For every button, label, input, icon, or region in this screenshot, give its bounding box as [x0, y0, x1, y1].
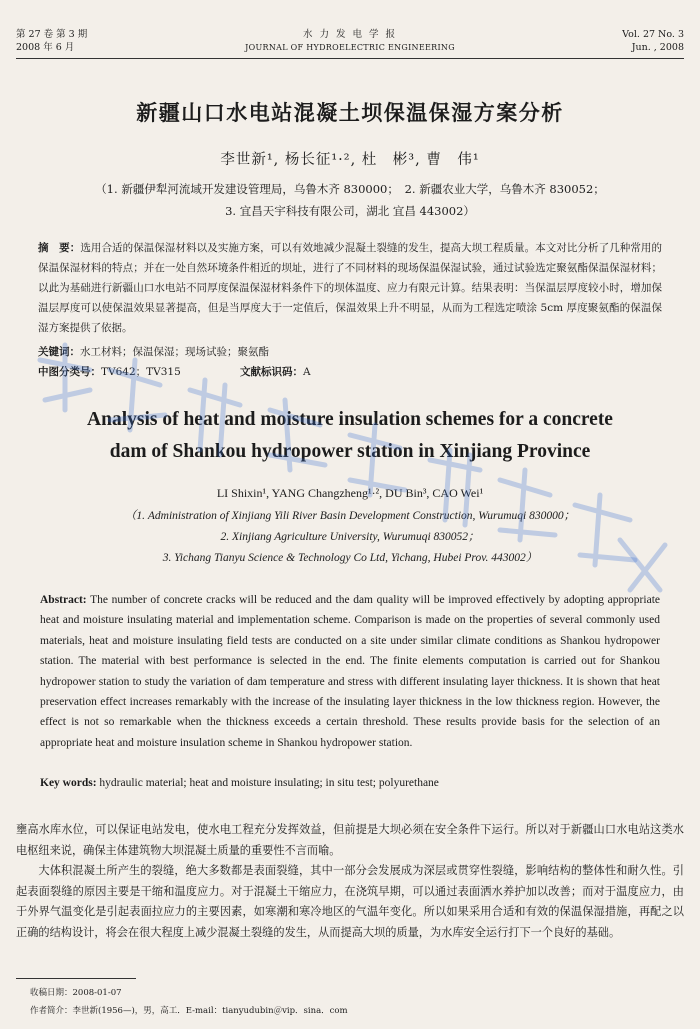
- keywords-en-text: hydraulic material; heat and moisture insulating; in situ test; polyurethane: [96, 777, 439, 789]
- running-header: [16, 28, 684, 56]
- footnote-author: 作者简介：李世新(1956—)，男，高工．E-mail：tianyudubin＠vip．sina．com: [30, 1006, 348, 1016]
- paper-title-cn: 新疆山口水电站混凝土坝保温保湿方案分析: [136, 101, 564, 125]
- classification-value: TV642；TV315: [101, 366, 181, 378]
- affiliation-en-line: 3. Yichang Tianyu Science & Technology Co Ltd, Yichang, Hubei Prov. 443002）: [162, 552, 538, 564]
- affiliation-cn-line: （1. 新疆伊犁河流域开发建设管理局，乌鲁木齐 830000； 2. 新疆农业大学，乌鲁木齐 830052；: [95, 182, 605, 196]
- body-paragraph: 壅高水库水位，可以保证电站发电，使水电工程充分发挥效益，但前提是大坝必须在安全条件下运行。所以对于新疆山口水电站这类水电枢纽来说，确保主体建筑物大坝混凝土质量的重要性不言而喻。: [16, 823, 684, 857]
- journal-name-en: JOURNAL OF HYDROELECTRIC ENGINEERING: [245, 43, 455, 52]
- classification-label: 中图分类号：: [38, 366, 101, 378]
- authors-cn: 李世新¹, 杨长征¹·², 杜 彬³, 曹 伟¹: [220, 152, 480, 168]
- header-right: [622, 28, 684, 54]
- body-paragraph: 大体积混凝土所产生的裂缝，绝大多数都是表面裂缝，其中一部分会发展成为深层或贯穿性裂缝，影响结构的整体性和耐久性。引起表面裂缝的原因主要是干缩和温度应力。对于混凝土干缩应力，在浇筑早期，可以通过表面洒水养护加以改善；而对于温度应力，由于外界气温变化是引起表面拉应力的主要因素，如寒潮和寒冷地区的气温年变化。所以如果采用合适和有效的保温保湿措施，再配之以正确的结构设计，将会在很大程度上减少混凝土裂缝的发生，从而提高大坝的质量，为水库安全运行打下一个良好的基础。: [16, 864, 684, 939]
- header-volume-cn: 第 27 卷 第 3 期: [16, 29, 88, 40]
- affiliation-en-line: 2. Xinjiang Agriculture University, Wurumuqi 830052；: [220, 531, 480, 543]
- document-code-label: 文献标识码：: [240, 366, 303, 378]
- keywords-cn: [38, 344, 662, 359]
- abstract-cn-text: 选用合适的保温保湿材料以及实施方案，可以有效地减少混凝土裂缝的发生，提高大坝工程质量。本文对比分析了几种常用的保温保湿材料的特点；并在一处自然环境条件相近的坝址，进行了不同材料的现场保温保湿试验，通过试验选定聚氨酯保温保湿材料；以此为基础进行新疆山口水电站不同厚度保温保湿材料条件下的坝体温度、应力有限元计算。结果表明：当保温层厚度较小时，增加保温层厚度可以使保温效果显著提高，但是当厚度大于一定值后，保温效果上升不明显，从而为工程选定喷涂 5cm 厚度聚氨酯的保温保湿方案提供了依据。: [38, 242, 662, 334]
- footnote-received: 收稿日期：2008-01-07: [30, 988, 122, 998]
- journal-name-cn: 水 力 发 电 学 报: [302, 29, 398, 40]
- abstract-en-label: Abstract:: [40, 594, 87, 606]
- header-volume-en: Vol. 27 No. 3: [622, 29, 684, 40]
- abstract-en: [40, 590, 660, 753]
- affiliation-cn-line: 3. 宜昌天宇科技有限公司，湖北 宜昌 443002）: [225, 204, 475, 218]
- header-center: [16, 28, 684, 54]
- paper-title-en: [0, 404, 700, 468]
- affiliation-en-line: （1. Administration of Xinjiang Yili River Basin Development Construction, Wurumuqi 830000；: [124, 510, 576, 522]
- footnote-rule: [16, 978, 136, 979]
- abstract-en-text: The number of concrete cracks will be reduced and the dam quality will be improved effectively by adopting appropriate heat and moisture insulating material and implementation scheme. Comparison is made on the properties of several commonly used materials, heat and moisture insulating field tests are conducted on a site under similar climate conditions as Shankou hydropower station. The material with best performance is selected in the end. The finite elements computation is carried out for Shankou hydropower station to study the variation of dam temperature and stress with different insulating layer thickness. It is shown that heat preservation effect increases remarkably with the increase of the insulating layer thickness in the low thickness region. However, the effect is not so remarkable when the thickness exceeds a certain threshold. These results provide basis for the selection of an appropriate heat and moisture insulation scheme in Shankou hydropower station.: [40, 594, 660, 749]
- header-date-cn: 2008 年 6 月: [16, 42, 75, 53]
- document-code-value: A: [303, 366, 311, 378]
- document-code: [240, 364, 311, 379]
- classification-number: [38, 364, 181, 379]
- title-en-line: dam of Shankou hydropower station in Xinjiang Province: [109, 441, 591, 462]
- abstract-cn-label: 摘 要：: [38, 242, 81, 254]
- keywords-cn-label: 关键词：: [38, 346, 80, 358]
- keywords-en: [40, 777, 660, 789]
- title-en-line: Analysis of heat and moisture insulation schemes for a concrete: [87, 409, 613, 430]
- authors-en: LI Shixin¹, YANG Changzheng¹·², DU Bin³, CAO Wei¹: [216, 486, 484, 500]
- header-rule: [16, 58, 684, 59]
- affiliations-en: [0, 506, 700, 569]
- body-text: [16, 820, 684, 944]
- footnotes: [30, 984, 348, 1020]
- keywords-cn-text: 水工材料；保温保湿；现场试验；聚氨酯: [80, 346, 269, 358]
- header-date-en: Jun. , 2008: [631, 42, 684, 53]
- affiliations-cn: [0, 178, 700, 222]
- abstract-cn: [38, 238, 662, 338]
- keywords-en-label: Key words:: [40, 777, 97, 789]
